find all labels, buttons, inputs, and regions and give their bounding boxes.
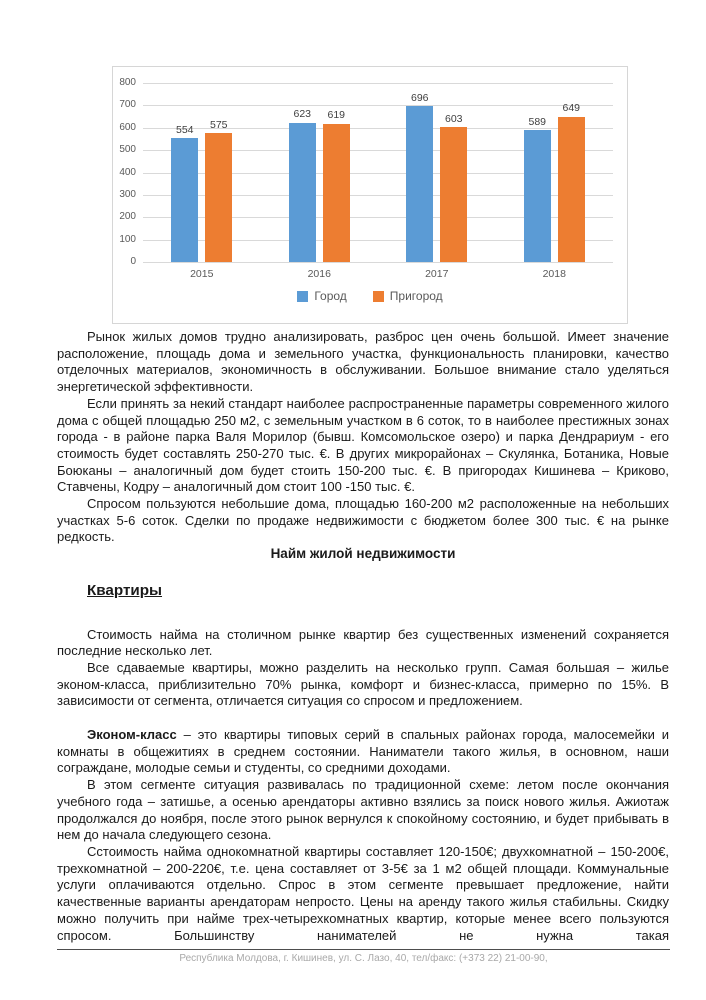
bar-value-label: 554 — [175, 123, 194, 136]
paragraph-segment-season: В этом сегменте ситуация развивалась по традиционной схеме: летом после окончания учебного года – затишье, а осенью арендаторы активно взялись за поиск нового жилья. Ажиотаж продолжался до ноября, после этого рынок вернулся к спокойному состоянию, и будет прибывать в нем до начала следующего сезона. — [57, 777, 669, 843]
subsection-heading-apartments: Квартиры — [87, 581, 163, 599]
y-tick-label: 400 — [119, 166, 136, 178]
y-tick-label: 300 — [119, 188, 136, 200]
x-tick-label: 2017 — [425, 268, 449, 280]
paragraph-econom-class — [57, 727, 669, 777]
paragraph-rent-stability: Стоимость найма на столичном рынке квартир без существенных изменений сохраняется последние несколько лет. — [57, 626, 669, 659]
y-tick-label: 800 — [119, 77, 136, 88]
legend-label: Город — [314, 289, 347, 303]
housing-prices-bar-chart — [112, 66, 628, 324]
page-footer — [57, 949, 670, 964]
bar-value-label: 603 — [444, 112, 463, 125]
legend-swatch-icon — [297, 291, 308, 302]
bar-group-2015 — [143, 83, 261, 262]
x-tick-label: 2018 — [542, 268, 566, 280]
legend-label: Пригород — [389, 289, 443, 303]
x-tick-label: 2016 — [307, 268, 331, 280]
chart-x-axis — [143, 268, 613, 280]
bar-group-2017 — [378, 83, 496, 262]
document-body — [57, 329, 669, 944]
bar-Пригород-2018 — [558, 117, 585, 262]
paragraph-demand-small-houses: Спросом пользуются небольшие дома, площадью 160-200 м2 расположенные на небольших участках 5-6 соток. Сделки по продаже недвижимости с бюджетом более 300 тыс. € на рынке редкость. — [57, 496, 669, 545]
section-heading-rental: Найм жилой недвижимости — [270, 546, 456, 562]
bar-wrap — [323, 83, 350, 262]
chart-plot-area — [113, 77, 627, 303]
chart-y-axis — [113, 77, 143, 267]
y-tick-label: 700 — [119, 99, 136, 111]
y-tick-label: 500 — [119, 144, 136, 156]
y-tick-label: 0 — [130, 256, 136, 267]
y-tick-label: 100 — [119, 233, 136, 245]
bar-Пригород-2015 — [205, 133, 232, 262]
bar-Город-2017 — [406, 106, 433, 262]
paragraph-market-analysis: Рынок жилых домов трудно анализировать, разброс цен очень большой. Имеет значение расположение, площадь дома и земельного участка, функциональность планировки, качество отделочных материалов, экономичность в обслуживании. Большое внимание стало уделяться энергетической эффективности. — [57, 329, 669, 395]
gridline — [143, 262, 613, 263]
footer-address: Республика Молдова, г. Кишинев, ул. С. Лазо, 40, тел/факс: (+373 22) 21-00-90, — [179, 953, 548, 964]
paragraph-standard-house: Если принять за некий стандарт наиболее распространенные параметры современного жилого дома с общей площадью 250 м2, с земельным участком в 6 соток, то в наиболее престижных зонах города - в районе парка Валя Морилор (бывш. Комсомольское озеро) и парка Дендрариум - его стоимость будет составлять 250-270 тыс. €. В других микрорайонах – Скулянка, Ботаника, Новые Боюканы – аналогичный дом будет стоить 150-200 тыс. €. В пригородах Кишинева – Криково, Ставчены, Кодру – аналогичный дом стоит 100 -150 тыс. €. — [57, 395, 669, 495]
bar-value-label: 623 — [293, 108, 312, 121]
bar-value-label: 619 — [327, 109, 346, 121]
paragraph-apartment-groups: Все сдаваемые квартиры, можно разделить на несколько групп. Самая большая – жилье эконом-класса, приблизительно 70% рынка, комфорт и бизнес-класса, примерно по 15%. В зависимости от сегмента, отличается ситуация со спросом и предложением. — [57, 659, 669, 709]
chart-plot — [143, 83, 613, 262]
x-tick-label: 2015 — [190, 268, 214, 280]
bar-wrap — [289, 83, 316, 262]
bar-wrap — [524, 83, 551, 262]
econom-class-term: Эконом-класс — [87, 727, 177, 743]
legend-item-Пригород — [373, 289, 443, 303]
paragraph-rent-prices: Сстоимость найма однокомнатной квартиры составляет 120-150€; двухкомнатной – 150-200€, трехкомнатной – 200-220€, т.е. цена составляет от 3-5€ за 1 м2 общей площади. Коммунальные услуги оплачиваются отдельно. Спрос в этом сегменте превышает предложение, найти качественные варианты арендаторам непросто. Цены на аренду такого жилья стабильны. Скидку можно получить при найме трех-четырехкомнатных квартир, которые менее всего пользуются спросом. Большинству нанимателей не нужна такая — [57, 843, 669, 943]
legend-item-Город — [297, 289, 346, 303]
bar-value-label: 575 — [209, 118, 228, 131]
bar-value-label: 649 — [562, 102, 581, 115]
bar-value-label: 589 — [528, 115, 547, 128]
bar-wrap — [406, 83, 433, 262]
bar-value-label: 696 — [410, 91, 429, 104]
bar-wrap — [171, 83, 198, 262]
bar-group-2016 — [261, 83, 379, 262]
bar-Город-2015 — [171, 138, 198, 262]
chart-bar-groups — [143, 83, 613, 262]
bar-group-2018 — [496, 83, 614, 262]
y-tick-label: 600 — [119, 121, 136, 133]
bar-wrap — [440, 83, 467, 262]
bar-Пригород-2017 — [440, 127, 467, 262]
econom-class-text: – это квартиры типовых серий в спальных районах города, малосемейки и комнаты в общежитиях в среднем состоянии. Наниматели такого жилья, в основном, наши сограждане, молодые семьи и студенты, со средними доходами. — [57, 727, 669, 776]
legend-swatch-icon — [373, 291, 384, 302]
bar-wrap — [558, 83, 585, 262]
y-tick-label: 200 — [119, 211, 136, 223]
bar-Город-2018 — [524, 130, 551, 262]
bar-Пригород-2016 — [323, 124, 350, 263]
chart-legend — [113, 289, 627, 303]
bar-Город-2016 — [289, 123, 316, 262]
bar-wrap — [205, 83, 232, 262]
